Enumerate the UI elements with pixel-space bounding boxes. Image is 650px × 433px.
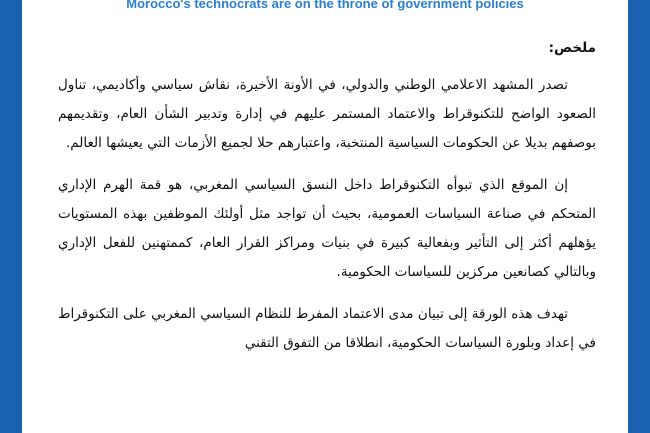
document-page (22, 0, 628, 433)
abstract-label: ملخص: (548, 40, 596, 56)
document-body (58, 34, 596, 371)
paragraph-3: تهدف هذه الورقة إلى تبيان مدى الاعتماد المفرط للنظام السياسي المغربي على التكنوقراط في إعداد وبلورة السياسات الحكومية، انطلاقا من التفوق التقني (58, 306, 596, 351)
paragraph-1: تصدر المشهد الاعلامي الوطني والدولي، في الأونة الأخيرة، نقاش سياسي وأكاديمي، تناول الصعود الواضح للتكنوقراط والاعتماد المستمر عليهم في إدارة وتدبير الشأن العام، وتقديمهم بوصفهم بديلا عن الحكومات السياسية المنتخبة، واعتبارهم حلا لجميع الأزمات التي يعيشها العالم. (58, 77, 596, 151)
english-title: Morocco's technocrats are on the throne of government policies (126, 0, 524, 11)
paragraph-2: إن الموقع الذي تبوأه التكنوقراط داخل النسق السياسي المغربي، هو قمة الهرم الإداري المتحكم في صناعة السياسات العمومية، بحيث أن تواجد مثل أولئك الموظفين بهذه المستويات يؤهلهم أكثر إلى التأثير وبفعالية كبيرة في بنيات ومراكز القرار العام، كممتهنين للفعل الإداري وبالتالي كصانعين مركزين للسياسات الحكومية. (58, 177, 596, 280)
